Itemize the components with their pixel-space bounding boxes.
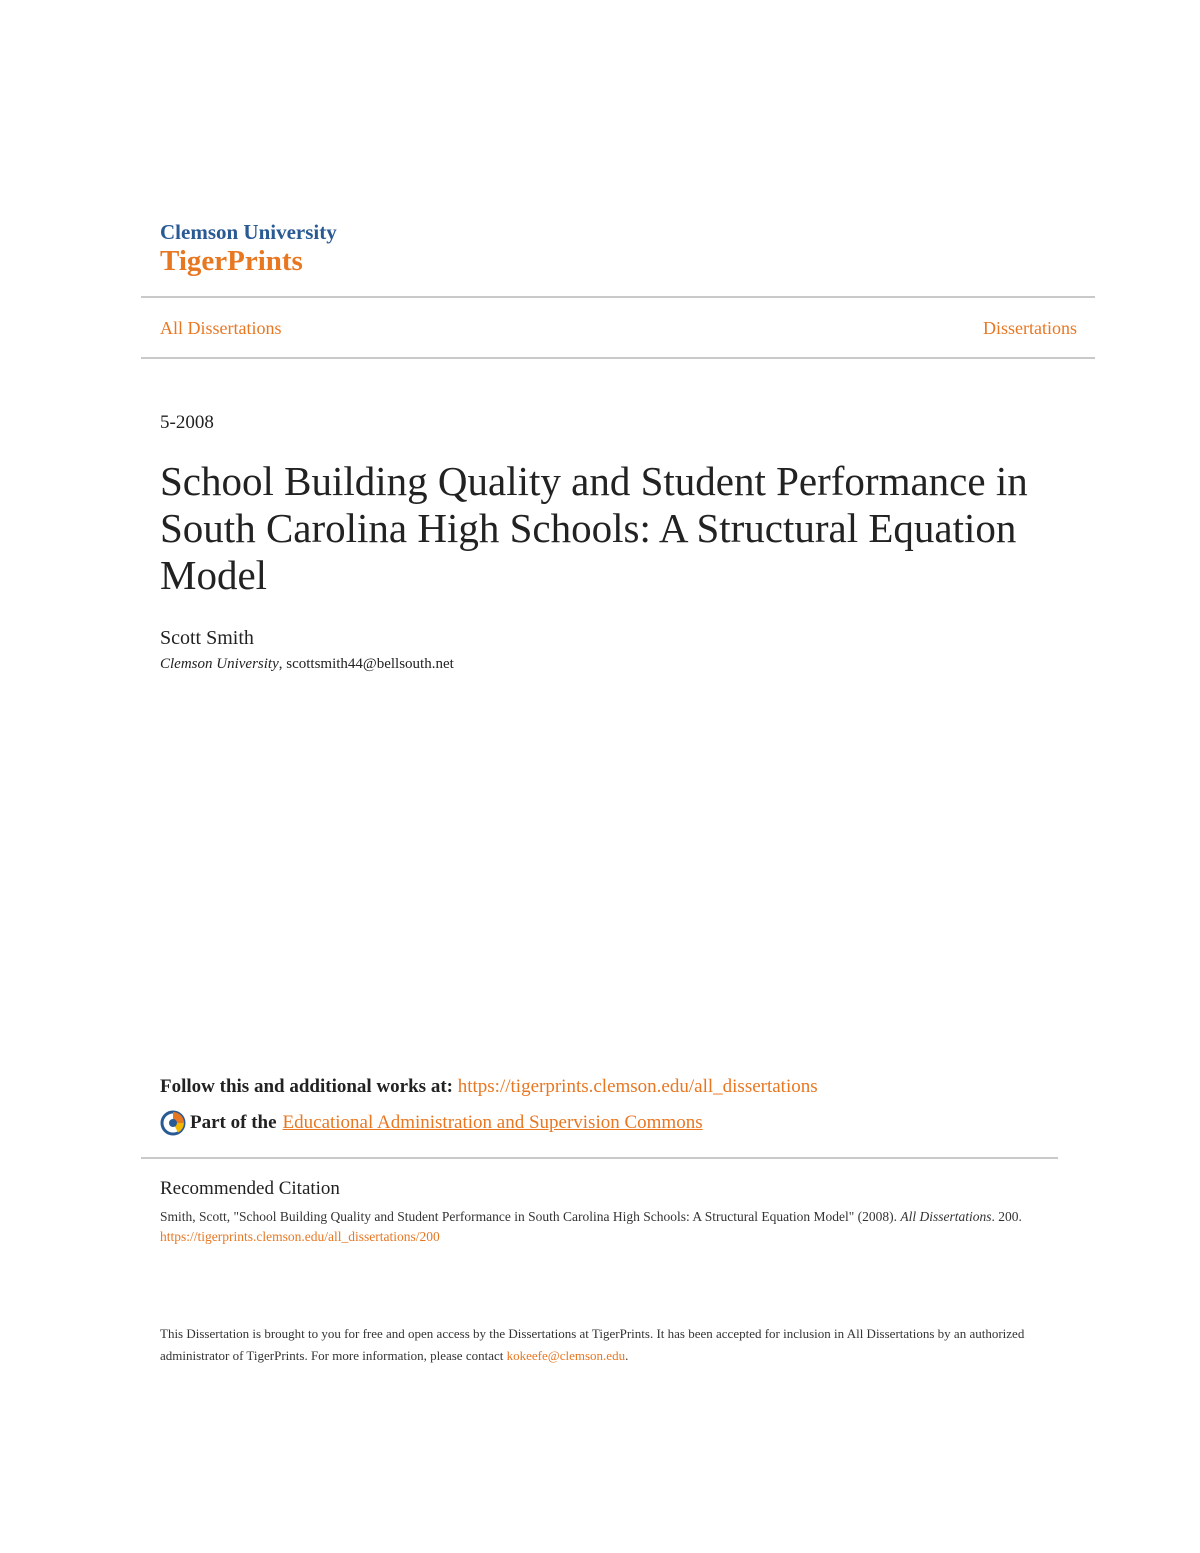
follow-line: [160, 1076, 818, 1098]
citation-block: [160, 1207, 1040, 1247]
citation-divider: [141, 1157, 1058, 1159]
all-dissertations-link[interactable]: All Dissertations: [160, 318, 282, 338]
top-divider: [141, 296, 1095, 298]
document-title: School Building Quality and Student Performance in South Carolina High Schools: A Structural Equation Model: [160, 458, 1028, 598]
commons-link[interactable]: Educational Administration and Supervision Commons: [282, 1112, 703, 1133]
part-of-line: [160, 1110, 703, 1136]
affiliation-name: Clemson University: [160, 656, 279, 672]
dissertations-link[interactable]: Dissertations: [983, 318, 1077, 338]
author-email: scottsmith44@bellsouth.net: [286, 656, 454, 672]
part-of-label: Part of the: [190, 1112, 277, 1133]
notice-end: .: [625, 1348, 629, 1363]
contact-email-link[interactable]: kokeefe@clemson.edu: [506, 1348, 626, 1363]
commons-icon: [160, 1110, 186, 1136]
notice-text: This Dissertation is brought to you for free and open access by the Dissertations at TigerPrints. It has been accepted for inclusion in All Dissertations by an authorized administrator of TigerPrints. For more information, please contact: [160, 1326, 1025, 1363]
institution-name: Clemson University: [160, 220, 337, 244]
nav-divider: [141, 357, 1095, 359]
citation-heading: Recommended Citation: [160, 1178, 340, 1199]
follow-label: Follow this and additional works at:: [160, 1076, 453, 1097]
repository-name[interactable]: TigerPrints: [160, 245, 303, 277]
follow-url-link[interactable]: https://tigerprints.clemson.edu/all_dissertations: [457, 1076, 818, 1097]
citation-text: Smith, Scott, "School Building Quality and Student Performance in South Carolina High Schools: A Structural Equation Model" (2008).: [160, 1209, 897, 1224]
citation-number: . 200.: [991, 1209, 1022, 1224]
citation-series: All Dissertations: [900, 1209, 992, 1224]
author-name: Scott Smith: [160, 627, 254, 649]
citation-url-link[interactable]: https://tigerprints.clemson.edu/all_dissertations/200: [160, 1229, 440, 1244]
author-affiliation: Clemson University, scottsmith44@bellsouth.net: [160, 656, 454, 672]
access-notice: [160, 1323, 1050, 1367]
publication-date: 5-2008: [160, 412, 214, 433]
